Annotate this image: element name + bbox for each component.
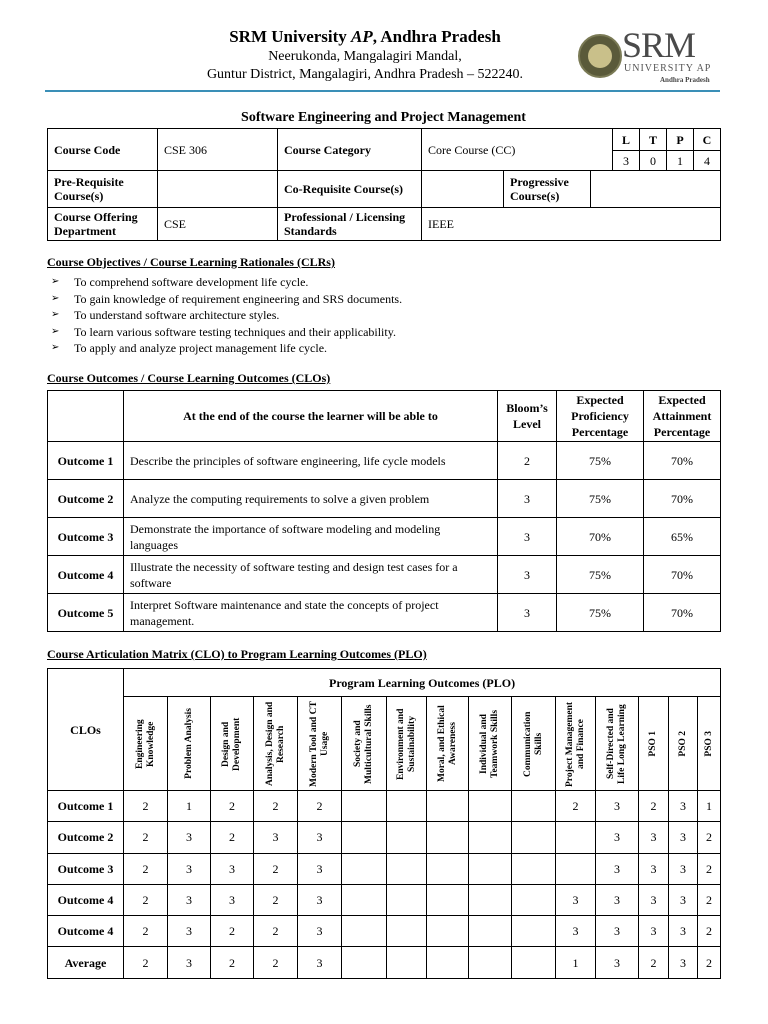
clo-row <box>48 480 721 518</box>
plo-column-label: Environment and Sustainability <box>395 707 417 780</box>
matrix-cell <box>556 822 596 853</box>
matrix-row <box>48 916 721 947</box>
plo-column-label: Moral, and Ethical Awareness <box>436 705 458 782</box>
matrix-row <box>48 884 721 915</box>
matrix-cell: 3 <box>596 822 639 853</box>
ltpc-value: 1 <box>667 151 694 171</box>
outcome-description: Illustrate the necessity of software testing and design test cases for a software <box>124 556 498 594</box>
clo-header: Expected Attainment Percentage <box>644 391 721 442</box>
blooms-level: 3 <box>498 594 557 632</box>
clo-row <box>48 442 721 480</box>
matrix-cell: 3 <box>669 916 698 947</box>
matrix-cell: 2 <box>254 916 298 947</box>
matrix-cell: 2 <box>254 791 298 822</box>
matrix-cell <box>387 791 427 822</box>
matrix-cell: 2 <box>124 853 168 884</box>
matrix-cell: 3 <box>596 884 639 915</box>
plo-column-header <box>254 697 298 791</box>
clo-row <box>48 556 721 594</box>
matrix-cell <box>387 853 427 884</box>
ltpc-value: 4 <box>694 151 721 171</box>
plo-column-label: Analysis, Design and Research <box>264 701 286 786</box>
plo-column-label: Problem Analysis <box>183 708 194 779</box>
matrix-row-label: Outcome 4 <box>48 884 124 915</box>
matrix-row-label: Outcome 3 <box>48 853 124 884</box>
matrix-row <box>48 822 721 853</box>
plo-column-header <box>596 697 639 791</box>
matrix-cell: 3 <box>639 916 669 947</box>
articulation-matrix <box>47 668 721 979</box>
matrix-cell <box>387 916 427 947</box>
outcome-description: Demonstrate the importance of software modeling and modeling languages <box>124 518 498 556</box>
clo-corner <box>48 391 124 442</box>
clr-item: ➢ To apply and analyze project management life cycle. <box>47 340 402 357</box>
attainment-percentage: 70% <box>644 480 721 518</box>
matrix-cell: 3 <box>639 822 669 853</box>
logo-sub: UNIVERSITY AP <box>624 63 712 74</box>
clo-table <box>47 390 721 632</box>
matrix-row <box>48 947 721 978</box>
matrix-cell <box>469 947 512 978</box>
matrix-cell: 2 <box>254 853 298 884</box>
matrix-cell: 3 <box>298 947 342 978</box>
matrix-cell: 3 <box>556 884 596 915</box>
ltpc-value: 0 <box>640 151 667 171</box>
matrix-cell: 2 <box>124 947 168 978</box>
outcome-name: Outcome 3 <box>48 518 124 556</box>
matrix-cell <box>512 884 556 915</box>
proficiency-percentage: 75% <box>557 556 644 594</box>
matrix-cell: 3 <box>298 853 342 884</box>
outcome-name: Outcome 5 <box>48 594 124 632</box>
course-category: Core Course (CC) <box>422 129 613 171</box>
standards-value: IEEE <box>422 208 721 241</box>
matrix-cell: 2 <box>211 791 254 822</box>
plo-column-header <box>469 697 512 791</box>
matrix-cell <box>469 822 512 853</box>
matrix-cell: 3 <box>168 916 211 947</box>
clo-header: Bloom’s Level <box>498 391 557 442</box>
matrix-cell: 2 <box>211 822 254 853</box>
matrix-cell: 3 <box>669 822 698 853</box>
matrix-cell <box>387 947 427 978</box>
course-info-table <box>47 128 721 241</box>
blooms-level: 3 <box>498 556 557 594</box>
prereq-value <box>158 171 278 208</box>
progressive-value <box>591 171 721 208</box>
outcome-name: Outcome 2 <box>48 480 124 518</box>
matrix-cell <box>469 791 512 822</box>
plo-column-header <box>298 697 342 791</box>
matrix-cell <box>342 822 387 853</box>
matrix-cell: 2 <box>211 916 254 947</box>
logo-text: SRM <box>622 25 696 65</box>
matrix-cell: 2 <box>639 791 669 822</box>
plo-column-header <box>211 697 254 791</box>
proficiency-percentage: 75% <box>557 594 644 632</box>
matrix-cell <box>342 853 387 884</box>
coreq-label: Co-Requisite Course(s) <box>278 171 422 208</box>
plo-label: Program Learning Outcomes (PLO) <box>124 669 721 697</box>
matrix-cell: 2 <box>211 947 254 978</box>
address-line-1: Neerukonda, Mangalagiri Mandal, <box>268 49 462 64</box>
matrix-cell <box>387 822 427 853</box>
matrix-cell: 3 <box>669 791 698 822</box>
prereq-label: Pre-Requisite Course(s) <box>48 171 158 208</box>
matrix-cell: 2 <box>698 916 721 947</box>
clos-label: CLOs <box>48 669 124 791</box>
clo-row <box>48 594 721 632</box>
matrix-cell: 3 <box>596 791 639 822</box>
clr-item: ➢ To comprehend software development life cycle. <box>47 274 402 291</box>
matrix-cell: 3 <box>639 853 669 884</box>
matrix-cell: 1 <box>698 791 721 822</box>
proficiency-percentage: 75% <box>557 442 644 480</box>
matrix-cell <box>512 791 556 822</box>
matrix-cell: 2 <box>124 916 168 947</box>
matrix-row <box>48 853 721 884</box>
matrix-cell: 1 <box>168 791 211 822</box>
university-name: SRM University AP, Andhra Pradesh <box>229 27 501 46</box>
plo-column-label: Modern Tool and CT Usage <box>308 700 330 787</box>
plo-column-header <box>512 697 556 791</box>
matrix-cell: 2 <box>124 791 168 822</box>
matrix-cell: 3 <box>639 884 669 915</box>
matrix-cell: 3 <box>254 822 298 853</box>
dept-label: Course Offering Department <box>48 208 158 241</box>
matrix-cell <box>469 884 512 915</box>
plo-column-label: PSO 2 <box>677 730 688 757</box>
outcome-description: Analyze the computing requirements to solve a given problem <box>124 480 498 518</box>
matrix-cell: 3 <box>211 884 254 915</box>
plo-column-header <box>556 697 596 791</box>
matrix-row <box>48 791 721 822</box>
matrix-cell <box>342 916 387 947</box>
standards-label: Professional / Licensing Standards <box>278 208 422 241</box>
matrix-cell: 2 <box>639 947 669 978</box>
matrix-cell: 3 <box>298 822 342 853</box>
outcome-name: Outcome 1 <box>48 442 124 480</box>
matrix-cell: 3 <box>298 916 342 947</box>
matrix-cell <box>427 884 469 915</box>
matrix-cell <box>512 947 556 978</box>
matrix-heading: Course Articulation Matrix (CLO) to Program Learning Outcomes (PLO) <box>47 647 427 661</box>
matrix-cell <box>469 853 512 884</box>
plo-column-label: Engineering Knowledge <box>134 718 156 769</box>
ltpc-label: L <box>613 129 640 151</box>
matrix-cell: 2 <box>254 884 298 915</box>
plo-column-header <box>698 697 721 791</box>
coreq-value <box>422 171 504 208</box>
matrix-row-label: Outcome 2 <box>48 822 124 853</box>
progressive-label: Progressive Course(s) <box>504 171 591 208</box>
attainment-percentage: 70% <box>644 556 721 594</box>
outcome-description: Describe the principles of software engineering, life cycle models <box>124 442 498 480</box>
clr-item: ➢ To understand software architecture styles. <box>47 307 402 324</box>
matrix-cell: 3 <box>211 853 254 884</box>
plo-column-header <box>124 697 168 791</box>
matrix-cell: 2 <box>698 822 721 853</box>
blooms-level: 3 <box>498 518 557 556</box>
proficiency-percentage: 75% <box>557 480 644 518</box>
ltpc-value: 3 <box>613 151 640 171</box>
address-line-2: Guntur District, Mangalagiri, Andhra Pradesh – 522240. <box>206 67 524 82</box>
matrix-cell: 3 <box>168 947 211 978</box>
logo-state: Andhra Pradesh <box>660 76 710 84</box>
dept-value: CSE <box>158 208 278 241</box>
matrix-cell: 3 <box>168 822 211 853</box>
plo-column-label: Project Management and Finance <box>564 700 586 787</box>
matrix-cell <box>427 791 469 822</box>
tree-emblem-icon <box>578 34 622 78</box>
clr-item: ➢ To gain knowledge of requirement engineering and SRS documents. <box>47 291 402 308</box>
blooms-level: 3 <box>498 480 557 518</box>
plo-column-label: PSO 1 <box>648 730 658 757</box>
matrix-cell: 2 <box>556 791 596 822</box>
outcome-description: Interpret Software maintenance and state the concepts of project management. <box>124 594 498 632</box>
clr-list <box>47 274 402 357</box>
attainment-percentage: 70% <box>644 442 721 480</box>
clo-row <box>48 518 721 556</box>
matrix-cell <box>427 916 469 947</box>
course-code-label: Course Code <box>48 129 158 171</box>
matrix-cell: 3 <box>168 884 211 915</box>
matrix-cell: 3 <box>596 916 639 947</box>
course-category-label: Course Category <box>278 129 422 171</box>
matrix-cell: 2 <box>254 947 298 978</box>
matrix-cell: 2 <box>698 853 721 884</box>
matrix-cell <box>556 853 596 884</box>
matrix-cell: 2 <box>298 791 342 822</box>
attainment-percentage: 70% <box>644 594 721 632</box>
ltpc-label: C <box>694 129 721 151</box>
matrix-cell: 3 <box>669 884 698 915</box>
plo-column-header <box>342 697 387 791</box>
plo-column-header <box>669 697 698 791</box>
srm-logo <box>578 25 720 88</box>
matrix-cell: 1 <box>556 947 596 978</box>
blooms-level: 2 <box>498 442 557 480</box>
matrix-row-label: Outcome 1 <box>48 791 124 822</box>
plo-column-label: PSO 3 <box>703 730 714 757</box>
plo-column-label: Self-Directed and Life Long Learning <box>606 703 627 784</box>
matrix-cell <box>342 947 387 978</box>
matrix-cell: 3 <box>669 853 698 884</box>
clo-header: Expected Proficiency Percentage <box>557 391 644 442</box>
plo-column-header <box>639 697 669 791</box>
matrix-cell <box>469 916 512 947</box>
ltpc-label: T <box>640 129 667 151</box>
matrix-cell <box>427 853 469 884</box>
matrix-cell: 3 <box>596 853 639 884</box>
ltpc-label: P <box>667 129 694 151</box>
matrix-cell <box>512 853 556 884</box>
plo-column-header <box>168 697 211 791</box>
clr-item: ➢ To learn various software testing techniques and their applicability. <box>47 324 402 341</box>
matrix-cell: 3 <box>556 916 596 947</box>
matrix-cell <box>427 822 469 853</box>
matrix-cell <box>427 947 469 978</box>
plo-column-label: Individual and Teamwork Skills <box>479 709 500 778</box>
header-rule <box>45 90 720 92</box>
matrix-cell: 3 <box>596 947 639 978</box>
clo-heading: Course Outcomes / Course Learning Outcomes (CLOs) <box>47 371 331 385</box>
course-code: CSE 306 <box>158 129 278 171</box>
matrix-cell: 2 <box>124 822 168 853</box>
matrix-cell <box>387 884 427 915</box>
plo-column-label: Communication Skills <box>522 710 544 777</box>
matrix-cell: 2 <box>698 884 721 915</box>
document-title: Software Engineering and Project Management <box>241 110 526 125</box>
letterhead <box>160 26 570 84</box>
matrix-cell <box>342 884 387 915</box>
plo-column-header <box>427 697 469 791</box>
matrix-cell: 3 <box>298 884 342 915</box>
outcome-name: Outcome 4 <box>48 556 124 594</box>
plo-column-label: Society and Multicultural Skills <box>353 703 374 784</box>
matrix-row-label: Outcome 4 <box>48 916 124 947</box>
proficiency-percentage: 70% <box>557 518 644 556</box>
matrix-cell: 2 <box>698 947 721 978</box>
matrix-cell <box>512 822 556 853</box>
matrix-cell: 3 <box>168 853 211 884</box>
attainment-percentage: 65% <box>644 518 721 556</box>
plo-column-header <box>387 697 427 791</box>
matrix-cell <box>512 916 556 947</box>
matrix-row-label: Average <box>48 947 124 978</box>
clr-heading: Course Objectives / Course Learning Rationales (CLRs) <box>47 255 335 269</box>
plo-column-label: Design and Development <box>221 716 242 771</box>
matrix-cell: 3 <box>669 947 698 978</box>
matrix-cell <box>342 791 387 822</box>
clo-header: At the end of the course the learner will be able to <box>124 391 498 442</box>
matrix-cell: 2 <box>124 884 168 915</box>
